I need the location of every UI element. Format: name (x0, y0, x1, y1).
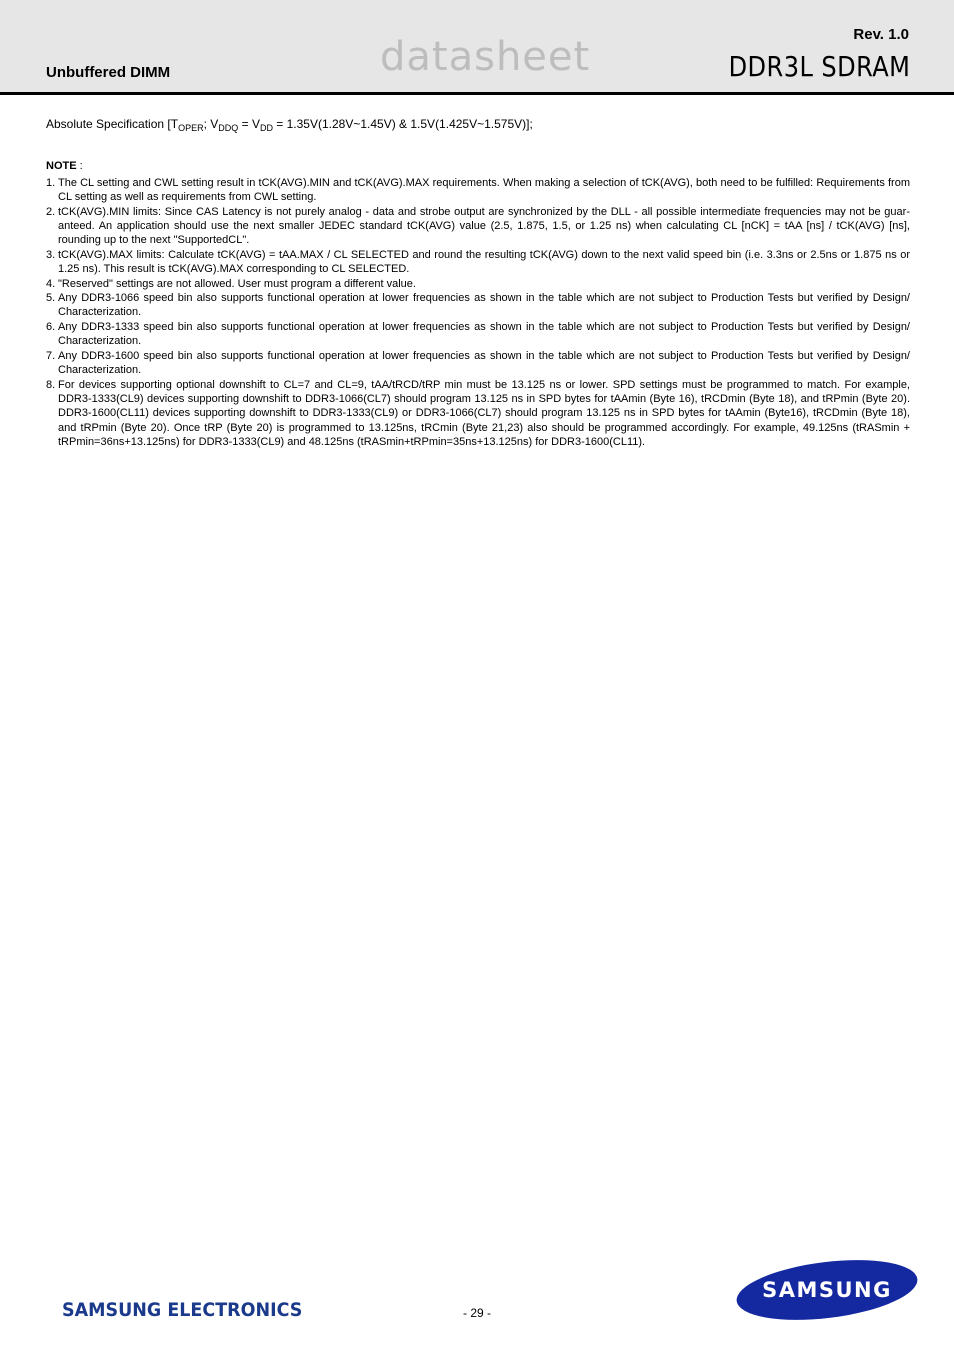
note-text: Any DDR3-1333 speed bin also supports functional operation at lower frequencies as shown in the table which are not subject to Production Tests but verified by Design/ Characterization. (58, 320, 910, 348)
note-item (46, 176, 910, 205)
samsung-logo-icon (735, 1259, 919, 1321)
note-number: 8. (46, 378, 56, 391)
note-text: Any DDR3-1066 speed bin also supports functional operation at lower frequencies as shown in the table which are not subject to Production Tests but verified by Design/ Characterization. (58, 292, 910, 319)
note-item (46, 320, 910, 349)
spec-sub-vddq: DDQ (218, 123, 239, 133)
note-number: 4. (46, 277, 56, 290)
note-item (46, 277, 910, 291)
note-title: NOTE (46, 160, 77, 173)
note-item (46, 349, 910, 378)
note-number: 3. (46, 248, 56, 261)
logo-text: SAMSUNG (762, 1278, 892, 1302)
note-text: The CL setting and CWL setting result in tCK(AVG).MIN and tCK(AVG).MAX requirements. When making a selection of tCK(AVG), both need to be fulfilled: Requirements from CL setting as well as requirements from CWL setting. (58, 176, 910, 204)
note-text: For devices supporting optional downshift to CL=7 and CL=9, tAA/tRCD/tRP min must be 13.125 ns or lower. SPD settings must be programmed to match. For example, DDR3-1333(CL9) devices supporting downshift to DDR3-1066(CL7) should program 13.125 ns in SPD bytes for tAAmin (Byte 16), tRCDmin (Byte 18), and tRPmin (Byte 20). DDR3-1600(CL11) devices supporting downshift to DDR3-1333(CL9) or DDR3-1066(CL7) should program 13.125 ns in SPD bytes for tAAmin (Byte16), tRCDmin (Byte 18), and tRPmin (Byte 20). Once tRP (Byte 20) is programmed to 13.125ns, tRCmin (Byte 21,23) also should be programmed accordingly. For example, 49.125ns (tRASmin + tRPmin=36ns+13.125ns) for DDR3-1333(CL9) and 48.125ns (tRASmin+tRPmin=35ns+13.125ns) for DDR3-1600(CL11). (58, 378, 910, 449)
page-number: - 29 - (462, 1306, 491, 1320)
product-title: DDR3L SDRAM (728, 50, 910, 83)
note-item (46, 248, 910, 277)
notes-list (46, 176, 910, 450)
note-text: tCK(AVG).MAX limits: Calculate tCK(AVG) = tAA.MAX / CL SELECTED and round the resulting tCK(AVG) down to the next valid speed bin (i.e. 3.3ns or 2.5ns or 1.875 ns or 1.25 ns). This result is tCK(AVG).MAX corresponding to CL SELECTED. (58, 248, 910, 276)
spec-mid-2: = V (238, 117, 260, 131)
spec-prefix: Absolute Specification [T (46, 117, 179, 131)
note-item (46, 205, 910, 248)
absolute-specification (46, 117, 910, 135)
datasheet-watermark: datasheet (380, 34, 591, 80)
spec-mid-1: ; V (203, 117, 219, 131)
note-heading (46, 159, 910, 173)
note-item (46, 291, 910, 320)
note-number: 7. (46, 349, 56, 362)
section-title: Unbuffered DIMM (46, 64, 171, 81)
note-text: "Reserved" settings are not allowed. User must program a different value. (58, 277, 416, 290)
page-header (0, 0, 954, 95)
note-text: Any DDR3-1600 speed bin also supports functional operation at lower frequencies as shown in the table which are not subject to Production Tests but verified by Design/ Characterization. (58, 349, 910, 377)
document-body (46, 117, 910, 450)
spec-sub-vdd: DD (259, 123, 273, 133)
spec-sub-oper: OPER (178, 123, 204, 133)
note-number: 5. (46, 292, 56, 305)
revision-label: Rev. 1.0 (853, 26, 909, 43)
spec-suffix: = 1.35V(1.28V~1.45V) & 1.5V(1.425V~1.575V)]; (272, 117, 533, 131)
note-item (46, 378, 910, 450)
note-number: 1. (46, 176, 56, 189)
note-number: 2. (46, 205, 56, 218)
note-text: tCK(AVG).MIN limits: Since CAS Latency is not purely analog - data and strobe output are synchronized by the DLL - all possible intermediate frequencies may not be guar-anteed. An application should use the next smaller JEDEC standard tCK(AVG) value (2.5, 1.875, 1.5, or 1.25 ns) when calculating CL [nCK] = tAA [ns] / tCK(AVG) [ns], rounding up to the next "SupportedCL". (58, 205, 910, 247)
note-title-suffix: : (76, 160, 83, 173)
note-number: 6. (46, 320, 56, 333)
footer-brand: SAMSUNG ELECTRONICS (62, 1299, 303, 1321)
